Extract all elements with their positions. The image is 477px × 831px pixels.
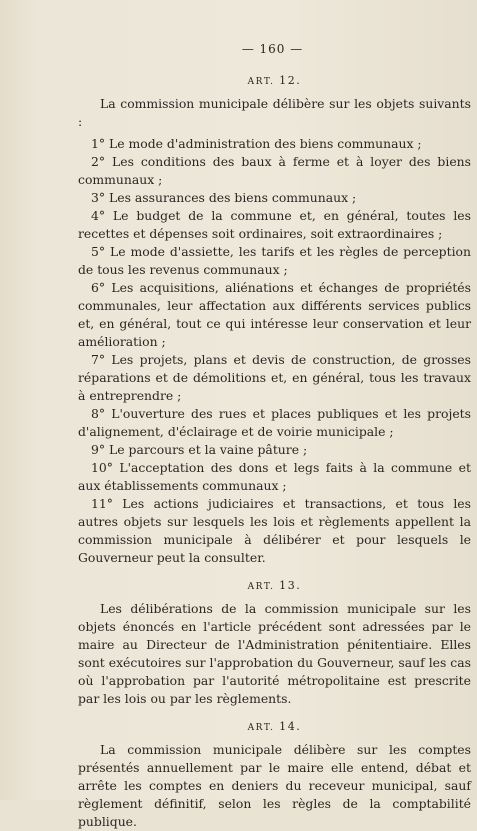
article-12-item: 7° Les projets, plans et devis de construction, de grosses réparations et de démolitions et, en général, tous les travaux à entreprendre ; [78,352,471,403]
article-12-item: 3° Les assurances des biens communaux ; [91,190,357,205]
article-12-item: 4° Le budget de la commune et, en général, toutes les recettes et dépenses soit ordinaires, soit extraordinaires ; [78,208,471,241]
article-12-item: 6° Les acquisitions, aliénations et échanges de propriétés communales, leur affectation aux différents services publics et, en général, tout ce qui intéresse leur conservation et leur amélioration ; [78,280,471,349]
article-12-intro: La commission municipale délibère sur les objets suivants : [78,96,471,129]
article-12-item: 2° Les conditions des baux à ferme et à loyer des biens communaux ; [78,154,471,187]
article-12-item: 5° Le mode d'assiette, les tarifs et les règles de perception de tous les revenus communaux ; [78,244,471,277]
article-heading-prefix: ART. [247,582,275,592]
article-12-item: 9° Le parcours et la vaine pâture ; [91,442,308,457]
article-heading-number: 12. [279,74,302,87]
article-14-heading [78,720,471,735]
article-12-item: 1° Le mode d'administration des biens communaux ; [91,136,422,151]
page-number: — 160 — [241,42,304,56]
article-heading-prefix: ART. [247,723,275,733]
article-13-heading [78,579,471,594]
article-heading-number: 14. [279,720,302,733]
article-12-heading [78,74,471,89]
page-content [78,40,471,831]
article-heading-prefix: ART. [247,77,275,87]
article-12-item: 11° Les actions judiciaires et transactions, et tous les autres objets sur lesquels les lois et règlements appellent la commission municipale à délibérer et pour lesquels le Gouverneur peut la consulter. [78,496,471,565]
article-12-item: 10° L'acceptation des dons et legs faits à la commune et aux établissements communaux ; [78,460,471,493]
article-13-text: Les délibérations de la commission municipale sur les objets énoncés en l'article précédent sont adressées par le maire au Directeur de l'Administration pénitentiaire. Elles sont exécutoires sur l'approbation du Gouverneur, sauf les cas où l'approbation par l'autorité métropolitaine est prescrite par les lois ou par les règlements. [78,601,471,706]
article-14-text: La commission municipale délibère sur les comptes présentés annuellement par le maire elle entend, débat et arrête les comptes en deniers du receveur municipal, sauf règlement définitif, selon les règles de la comptabilité publique. [78,742,471,829]
article-12-item: 8° L'ouverture des rues et places publiques et les projets d'alignement, d'éclairage et de voirie municipale ; [78,406,471,439]
article-heading-number: 13. [279,579,302,592]
